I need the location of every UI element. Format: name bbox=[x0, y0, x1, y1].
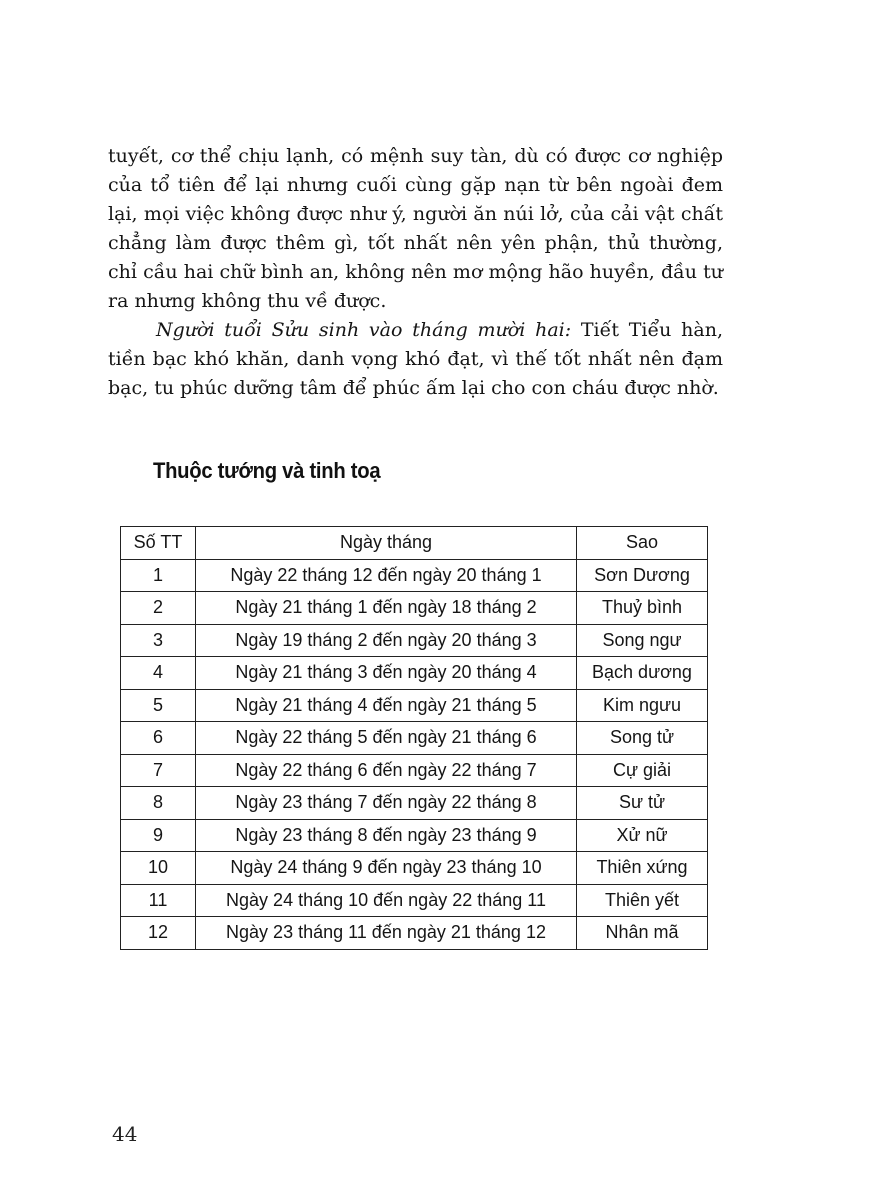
table-row bbox=[121, 884, 708, 917]
row-number: 9 bbox=[121, 819, 196, 852]
row-sign: Sơn Dương bbox=[577, 559, 708, 592]
section-heading: Thuộc tướng và tinh toạ bbox=[153, 458, 381, 483]
row-number: 5 bbox=[121, 689, 196, 722]
row-number: 8 bbox=[121, 787, 196, 820]
row-sign: Cự giải bbox=[577, 754, 708, 787]
row-date-range: Ngày 19 tháng 2 đến ngày 20 tháng 3 bbox=[196, 624, 577, 657]
row-date-range: Ngày 24 tháng 10 đến ngày 22 tháng 11 bbox=[196, 884, 577, 917]
table-row bbox=[121, 689, 708, 722]
row-date-range: Ngày 21 tháng 1 đến ngày 18 tháng 2 bbox=[196, 592, 577, 625]
paragraph-1: tuyết, cơ thể chịu lạnh, có mệnh suy tàn, dù có được cơ nghiệp của tổ tiên để lại nhưng cuối cùng gặp nạn từ bên ngoài đem lại, mọi việc không được như ý, người ăn núi lở, của cải vật chất chẳng làm được thêm gì, tốt nhất nên yên phận, thủ thường, chỉ cầu hai chữ bình an, không nên mơ mộng hão huyền, đầu tư ra nhưng không thu về được. bbox=[108, 145, 723, 312]
paragraph-2-rest: Tiết Tiểu hàn, tiền bạc khó khăn, danh vọng khó đạt, vì thế tốt nhất nên đạm bạc, tu phúc dưỡng tâm để phúc ấm lại cho con cháu được nhờ. bbox=[108, 319, 723, 399]
table-row bbox=[121, 917, 708, 950]
row-date-range: Ngày 22 tháng 5 đến ngày 21 tháng 6 bbox=[196, 722, 577, 755]
row-number: 2 bbox=[121, 592, 196, 625]
row-date-range: Ngày 22 tháng 6 đến ngày 22 tháng 7 bbox=[196, 754, 577, 787]
row-number: 11 bbox=[121, 884, 196, 917]
table-header-row bbox=[121, 527, 708, 560]
row-sign: Thiên yết bbox=[577, 884, 708, 917]
table-row bbox=[121, 559, 708, 592]
table-row bbox=[121, 592, 708, 625]
row-date-range: Ngày 22 tháng 12 đến ngày 20 tháng 1 bbox=[196, 559, 577, 592]
row-sign: Thiên xứng bbox=[577, 852, 708, 885]
row-number: 10 bbox=[121, 852, 196, 885]
paragraph-2 bbox=[108, 316, 723, 403]
row-number: 1 bbox=[121, 559, 196, 592]
row-sign: Nhân mã bbox=[577, 917, 708, 950]
header-number: Số TT bbox=[121, 527, 196, 560]
table-row bbox=[121, 624, 708, 657]
row-date-range: Ngày 23 tháng 7 đến ngày 22 tháng 8 bbox=[196, 787, 577, 820]
table-row bbox=[121, 819, 708, 852]
row-number: 12 bbox=[121, 917, 196, 950]
row-number: 4 bbox=[121, 657, 196, 690]
zodiac-table bbox=[120, 526, 708, 950]
row-sign: Song ngư bbox=[577, 624, 708, 657]
row-date-range: Ngày 21 tháng 4 đến ngày 21 tháng 5 bbox=[196, 689, 577, 722]
table-row bbox=[121, 852, 708, 885]
row-sign: Bạch dương bbox=[577, 657, 708, 690]
table-row bbox=[121, 787, 708, 820]
row-date-range: Ngày 21 tháng 3 đến ngày 20 tháng 4 bbox=[196, 657, 577, 690]
table-row bbox=[121, 657, 708, 690]
header-date-range: Ngày tháng bbox=[196, 527, 577, 560]
header-sign: Sao bbox=[577, 527, 708, 560]
row-date-range: Ngày 23 tháng 8 đến ngày 23 tháng 9 bbox=[196, 819, 577, 852]
row-number: 7 bbox=[121, 754, 196, 787]
table-row bbox=[121, 754, 708, 787]
row-sign: Thuỷ bình bbox=[577, 592, 708, 625]
table-row bbox=[121, 722, 708, 755]
body-text bbox=[108, 142, 723, 403]
row-number: 3 bbox=[121, 624, 196, 657]
row-date-range: Ngày 23 tháng 11 đến ngày 21 tháng 12 bbox=[196, 917, 577, 950]
row-date-range: Ngày 24 tháng 9 đến ngày 23 tháng 10 bbox=[196, 852, 577, 885]
row-number: 6 bbox=[121, 722, 196, 755]
row-sign: Song tử bbox=[577, 722, 708, 755]
row-sign: Kim ngưu bbox=[577, 689, 708, 722]
row-sign: Xử nữ bbox=[577, 819, 708, 852]
paragraph-2-lead: Người tuổi Sửu sinh vào tháng mười hai: bbox=[156, 319, 572, 341]
page-number: 44 bbox=[112, 1122, 138, 1146]
row-sign: Sư tử bbox=[577, 787, 708, 820]
